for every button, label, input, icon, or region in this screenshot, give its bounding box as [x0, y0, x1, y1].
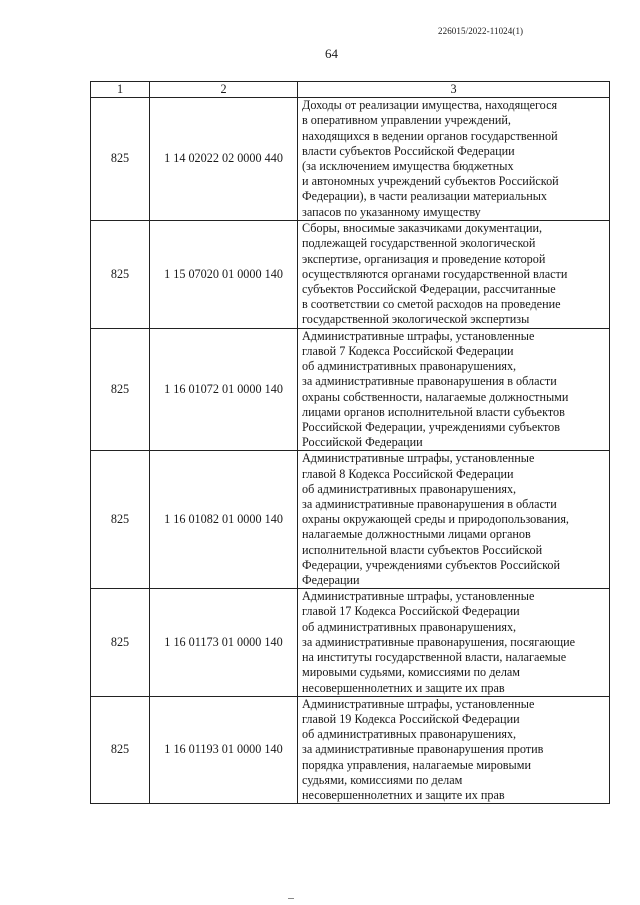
page-number: 64 — [325, 46, 338, 61]
budget-code-cell: 1 16 01082 01 0000 140 — [150, 451, 298, 589]
description-line: за административные правонарушения, посягающие — [302, 634, 576, 649]
budget-code-cell: 1 15 07020 01 0000 140 — [150, 220, 298, 328]
table-row — [91, 589, 610, 696]
description-line: охраны собственности, налагаемые должностными — [302, 389, 569, 404]
column-header-1: 1 — [91, 82, 150, 98]
description-line: Административные штрафы, установленные — [302, 451, 535, 466]
table-row — [91, 696, 610, 803]
budget-code-cell: 1 14 02022 02 0000 440 — [150, 98, 298, 221]
description-line: исполнительной власти субъектов Российской — [302, 542, 543, 557]
description-line: мировыми судьями, комиссиями по делам — [302, 665, 521, 680]
description-line: об административных правонарушениях, — [302, 481, 517, 496]
description-line: субъектов Российской Федерации, рассчитанные — [302, 281, 556, 296]
description-line: об административных правонарушениях, — [302, 619, 517, 634]
description-line: главой 17 Кодекса Российской Федерации — [302, 604, 520, 619]
description-line: Сборы, вносимые заказчиками документации, — [302, 221, 543, 236]
admin-code-cell: 825 — [91, 451, 150, 589]
description-line: Российской Федерации — [302, 435, 423, 450]
table-row — [91, 451, 610, 589]
description-line: лицами органов исполнительной власти субъектов — [302, 404, 565, 419]
description-line: за административные правонарушения против — [302, 742, 544, 757]
document-registration-number: 226015/2022-11024(1) — [438, 26, 524, 36]
description-line: за административные правонарушения в области — [302, 497, 557, 512]
description-cell — [298, 696, 610, 803]
description-line: (за исключением имущества бюджетных — [302, 159, 514, 174]
description-line: в оперативном управлении учреждений, — [302, 113, 511, 128]
admin-code-cell: 825 — [91, 328, 150, 451]
admin-code-cell: 825 — [91, 220, 150, 328]
description-line: государственной экологической экспертизы — [302, 312, 530, 327]
description-line: на институты государственной власти, налагаемые — [302, 650, 567, 665]
description-line: судьями, комиссиями по делам — [302, 772, 463, 787]
description-line: экспертизе, организация и проведение которой — [302, 251, 546, 266]
description-line: об административных правонарушениях, — [302, 727, 517, 742]
admin-code-cell: 825 — [91, 696, 150, 803]
column-header-3: 3 — [298, 82, 610, 98]
description-cell — [298, 451, 610, 589]
description-line: власти субъектов Российской Федерации — [302, 143, 515, 158]
description-line: за административные правонарушения в области — [302, 374, 557, 389]
description-line: порядка управления, налагаемые мировыми — [302, 757, 531, 772]
table-header-row — [91, 82, 610, 98]
description-line: об административных правонарушениях, — [302, 359, 517, 374]
description-cell — [298, 220, 610, 328]
scan-artifact-mark — [288, 898, 294, 899]
table-row — [91, 328, 610, 451]
description-line: несовершеннолетних и защите их прав — [302, 787, 505, 802]
description-line: находящихся в ведении органов государственной — [302, 128, 558, 143]
description-line: осуществляются органами государственной власти — [302, 266, 568, 281]
description-line: главой 19 Кодекса Российской Федерации — [302, 711, 520, 726]
description-line: и автономных учреждений субъектов Российской — [302, 174, 559, 189]
column-header-2: 2 — [150, 82, 298, 98]
description-line: Российской Федерации, учреждениями субъектов — [302, 420, 561, 435]
description-line: Административные штрафы, установленные — [302, 696, 535, 711]
description-line: несовершеннолетних и защите их прав — [302, 680, 505, 695]
description-line: охраны окружающей среды и природопользования, — [302, 512, 569, 527]
description-line: подлежащей государственной экологической — [302, 236, 536, 251]
description-cell — [298, 98, 610, 221]
description-line: Административные штрафы, установленные — [302, 589, 535, 604]
budget-code-cell: 1 16 01173 01 0000 140 — [150, 589, 298, 696]
description-line: Доходы от реализации имущества, находящегося — [302, 98, 558, 113]
budget-code-cell: 1 16 01072 01 0000 140 — [150, 328, 298, 451]
revenue-codes-table — [90, 81, 610, 804]
description-cell — [298, 589, 610, 696]
description-line: в соответствии со сметой расходов на проведение — [302, 297, 561, 312]
table-row — [91, 98, 610, 221]
admin-code-cell: 825 — [91, 98, 150, 221]
description-line: главой 7 Кодекса Российской Федерации — [302, 344, 514, 359]
description-line: налагаемые должностными лицами органов — [302, 527, 531, 542]
admin-code-cell: 825 — [91, 589, 150, 696]
description-cell — [298, 328, 610, 451]
description-line: Административные штрафы, установленные — [302, 328, 535, 343]
table-row — [91, 220, 610, 328]
description-line: Федерации — [302, 573, 360, 588]
description-line: Федерации), в части реализации материальных — [302, 189, 547, 204]
description-line: Федерации, учреждениями субъектов Российской — [302, 557, 561, 572]
description-line: главой 8 Кодекса Российской Федерации — [302, 466, 514, 481]
description-line: запасов по указанному имуществу — [302, 204, 481, 219]
budget-code-cell: 1 16 01193 01 0000 140 — [150, 696, 298, 803]
